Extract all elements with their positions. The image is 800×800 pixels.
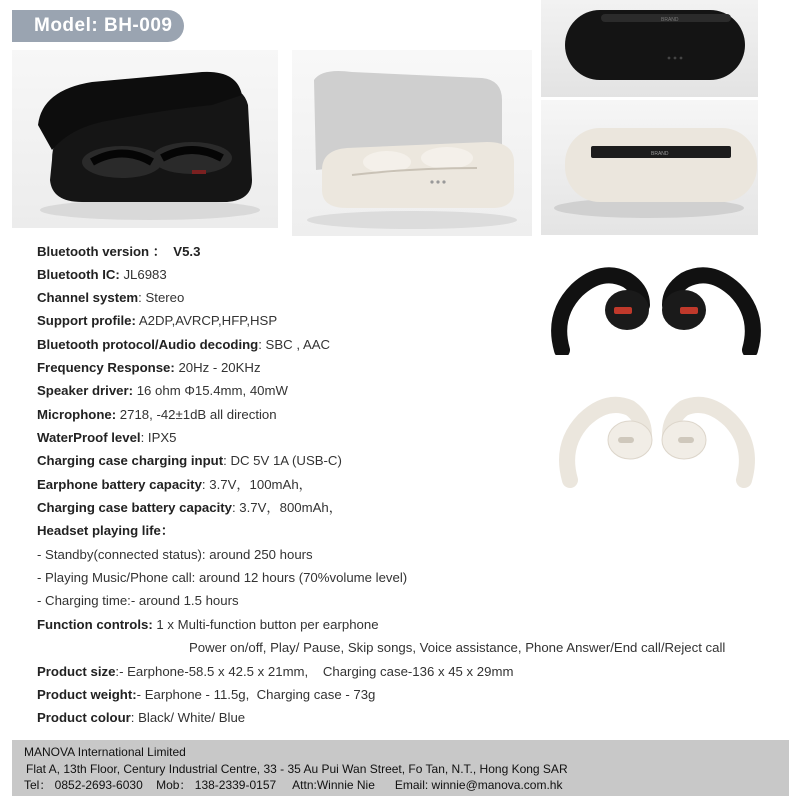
model-badge: Model: BH-009 <box>12 10 184 42</box>
spec-function-list: Power on/off, Play/ Pause, Skip songs, Voice assistance, Phone Answer/End call/Reject call <box>189 640 726 655</box>
spec-product-weight: Product weight:- Earphone - 11.5g, Charging case - 73g <box>37 687 376 702</box>
case-open-black-image <box>12 50 278 228</box>
spec-product-size: Product size:- Earphone-58.5 x 42.5 x 21mm, Charging case-136 x 45 x 29mm <box>37 664 514 679</box>
spec-playing-music: - Playing Music/Phone call: around 12 hours (70%volume level) <box>37 570 408 585</box>
spec-speaker-driver: Speaker driver: 16 ohm Φ15.4mm, 40mW <box>37 383 288 398</box>
spec-microphone: Microphone: 2718, -42±1dB all direction <box>37 407 277 422</box>
earphones-white-image <box>532 380 780 490</box>
spec-audio-decoding: Bluetooth protocol/Audio decoding: SBC , AAC <box>37 337 331 352</box>
spec-standby: - Standby(connected status): around 250 hours <box>37 547 313 562</box>
spec-charging-input: Charging case charging input: DC 5V 1A (USB-C) <box>37 453 342 468</box>
spec-bluetooth-ic: Bluetooth IC: JL6983 <box>37 267 167 282</box>
case-logo-text-white: BRAND <box>651 151 669 157</box>
spec-bluetooth-version: Bluetooth version ： V5.3 <box>37 244 201 259</box>
spec-product-colour: Product colour: Black/ White/ Blue <box>37 710 246 725</box>
spec-channel-system: Channel system: Stereo <box>37 290 185 305</box>
spec-playing-life-heading: Headset playing life： <box>37 523 175 538</box>
case-logo-text: BRAND <box>661 17 679 23</box>
spec-waterproof-level: WaterProof level: IPX5 <box>37 430 177 445</box>
spec-function-controls: Function controls: 1 x Multi-function button per earphone <box>37 617 379 632</box>
company-footer <box>12 740 789 796</box>
company-name: MANOVA International Limited <box>24 745 186 759</box>
earphones-black-image <box>532 255 780 355</box>
spec-earphone-battery: Earphone battery capacity: 3.7V，100mAh， <box>37 477 312 492</box>
spec-frequency-response: Frequency Response: 20Hz - 20KHz <box>37 360 261 375</box>
spec-charging-time: - Charging time:- around 1.5 hours <box>37 593 239 608</box>
company-contact: Tel： 0852-2693-6030 Mob： 138-2339-0157 Attn:Winnie Nie Email: winnie@manova.com.hk <box>24 778 563 792</box>
spec-case-battery: Charging case battery capacity: 3.7V，800mAh， <box>37 500 342 515</box>
spec-support-profile: Support profile: A2DP,AVRCP,HFP,HSP <box>37 313 278 328</box>
case-closed-black-image <box>541 0 758 97</box>
case-closed-white-image <box>541 100 758 235</box>
case-open-white-image <box>292 50 532 236</box>
company-address: Flat A, 13th Floor, Century Industrial Centre, 33 - 35 Au Pui Wan Street, Fo Tan, N.T., Hong Kong SAR <box>26 761 568 776</box>
